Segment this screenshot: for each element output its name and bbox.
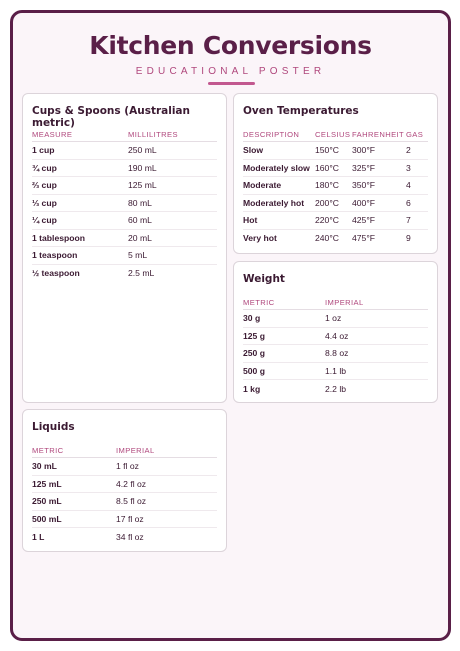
imperial-cell: 17 fl oz — [116, 513, 144, 524]
imperial-cell: 4.2 fl oz — [116, 478, 147, 489]
gas-cell: 9 — [406, 233, 411, 244]
oven-temperatures-header — [243, 128, 428, 142]
cups-spoons-card — [22, 93, 227, 403]
title-underline — [208, 82, 255, 85]
celsius-cell: 220°C — [315, 215, 339, 226]
description-cell: Moderately hot — [243, 197, 305, 208]
weight-header — [243, 296, 428, 310]
fahrenheit-cell: 350°F — [352, 180, 376, 191]
table-row — [243, 160, 428, 178]
column-header: CELSIUS — [315, 130, 351, 139]
table-row — [243, 195, 428, 213]
imperial-cell: 34 fl oz — [116, 531, 144, 542]
table-row — [243, 142, 428, 160]
measure-cell: ¾ cup — [32, 162, 57, 173]
table-row — [32, 160, 217, 178]
cups-spoons-header — [32, 128, 217, 142]
metric-cell: 30 g — [243, 313, 261, 324]
oven-temperatures-body — [243, 142, 428, 247]
gas-cell: 6 — [406, 197, 411, 208]
metric-cell: 125 g — [243, 330, 265, 341]
imperial-cell: 1 oz — [325, 313, 342, 324]
table-row — [32, 230, 217, 248]
value-cell: 20 mL — [128, 232, 152, 243]
page-title: Kitchen Conversions — [89, 31, 372, 60]
celsius-cell: 180°C — [315, 180, 339, 191]
celsius-cell: 150°C — [315, 145, 339, 156]
measure-cell: ½ teaspoon — [32, 268, 80, 279]
fahrenheit-cell: 400°F — [352, 197, 376, 208]
gas-cell: 7 — [406, 215, 411, 226]
metric-cell: 1 L — [32, 531, 45, 542]
column-header: FAHRENHEIT — [352, 130, 405, 139]
imperial-cell: 4.4 oz — [325, 330, 349, 341]
weight-card — [233, 261, 438, 403]
fahrenheit-cell: 325°F — [352, 162, 376, 173]
liquids-title: Liquids — [32, 421, 75, 433]
metric-cell: 500 g — [243, 365, 265, 376]
oven-temperatures-card — [233, 93, 438, 254]
measure-cell: ⅓ cup — [32, 197, 57, 208]
celsius-cell: 240°C — [315, 233, 339, 244]
column-header: MILLILITRES — [128, 130, 178, 139]
column-header: DESCRIPTION — [243, 130, 300, 139]
table-row — [32, 247, 217, 265]
metric-cell: 500 mL — [32, 513, 62, 524]
fahrenheit-cell: 300°F — [352, 145, 376, 156]
column-header: METRIC — [32, 446, 64, 455]
table-row — [32, 458, 217, 476]
imperial-cell: 1 fl oz — [116, 461, 139, 472]
column-header: IMPERIAL — [325, 298, 364, 307]
imperial-cell: 8.8 oz — [325, 348, 349, 359]
table-row — [243, 212, 428, 230]
liquids-header — [32, 444, 217, 458]
table-row — [243, 363, 428, 381]
table-row — [243, 345, 428, 363]
liquids-body — [32, 458, 217, 546]
gas-cell: 3 — [406, 162, 411, 173]
metric-cell: 1 kg — [243, 383, 261, 394]
cups-spoons-body — [32, 142, 217, 282]
measure-cell: ¼ cup — [32, 215, 57, 226]
value-cell: 190 mL — [128, 162, 157, 173]
description-cell: Moderate — [243, 180, 282, 191]
celsius-cell: 160°C — [315, 162, 339, 173]
measure-cell: 1 teaspoon — [32, 250, 78, 261]
table-row — [243, 230, 428, 248]
gas-cell: 4 — [406, 180, 411, 191]
column-header: IMPERIAL — [116, 446, 155, 455]
measure-cell: 1 cup — [32, 145, 55, 156]
page-subtitle: EDUCATIONAL POSTER — [135, 66, 326, 77]
column-header: METRIC — [243, 298, 275, 307]
measure-cell: ⅔ cup — [32, 180, 57, 191]
table-row — [32, 528, 217, 546]
column-header: GAS — [406, 130, 424, 139]
table-row — [32, 195, 217, 213]
imperial-cell: 2.2 lb — [325, 383, 347, 394]
metric-cell: 30 mL — [32, 461, 57, 472]
description-cell: Slow — [243, 145, 264, 156]
weight-title: Weight — [243, 273, 285, 285]
table-row — [32, 476, 217, 494]
table-row — [243, 310, 428, 328]
metric-cell: 250 mL — [32, 496, 62, 507]
description-cell: Hot — [243, 215, 258, 226]
value-cell: 2.5 mL — [128, 268, 155, 279]
table-row — [32, 177, 217, 195]
table-row — [243, 177, 428, 195]
description-cell: Very hot — [243, 233, 277, 244]
table-row — [32, 142, 217, 160]
imperial-cell: 1.1 lb — [325, 365, 347, 376]
value-cell: 125 mL — [128, 180, 157, 191]
celsius-cell: 200°C — [315, 197, 339, 208]
table-row — [243, 328, 428, 346]
metric-cell: 125 mL — [32, 478, 62, 489]
fahrenheit-cell: 475°F — [352, 233, 376, 244]
value-cell: 5 mL — [128, 250, 148, 261]
table-row — [32, 493, 217, 511]
value-cell: 250 mL — [128, 145, 157, 156]
oven-temperatures-title: Oven Temperatures — [243, 105, 359, 117]
table-row — [243, 380, 428, 398]
imperial-cell: 8.5 fl oz — [116, 496, 147, 507]
table-row — [32, 212, 217, 230]
value-cell: 60 mL — [128, 215, 152, 226]
fahrenheit-cell: 425°F — [352, 215, 376, 226]
metric-cell: 250 g — [243, 348, 265, 359]
column-header: MEASURE — [32, 130, 73, 139]
value-cell: 80 mL — [128, 197, 152, 208]
measure-cell: 1 tablespoon — [32, 232, 86, 243]
table-row — [32, 511, 217, 529]
weight-body — [243, 310, 428, 398]
description-cell: Moderately slow — [243, 162, 310, 173]
gas-cell: 2 — [406, 145, 411, 156]
cups-spoons-title: Cups & Spoons (Australian metric) — [32, 105, 190, 129]
liquids-card — [22, 409, 227, 552]
table-row — [32, 265, 217, 283]
